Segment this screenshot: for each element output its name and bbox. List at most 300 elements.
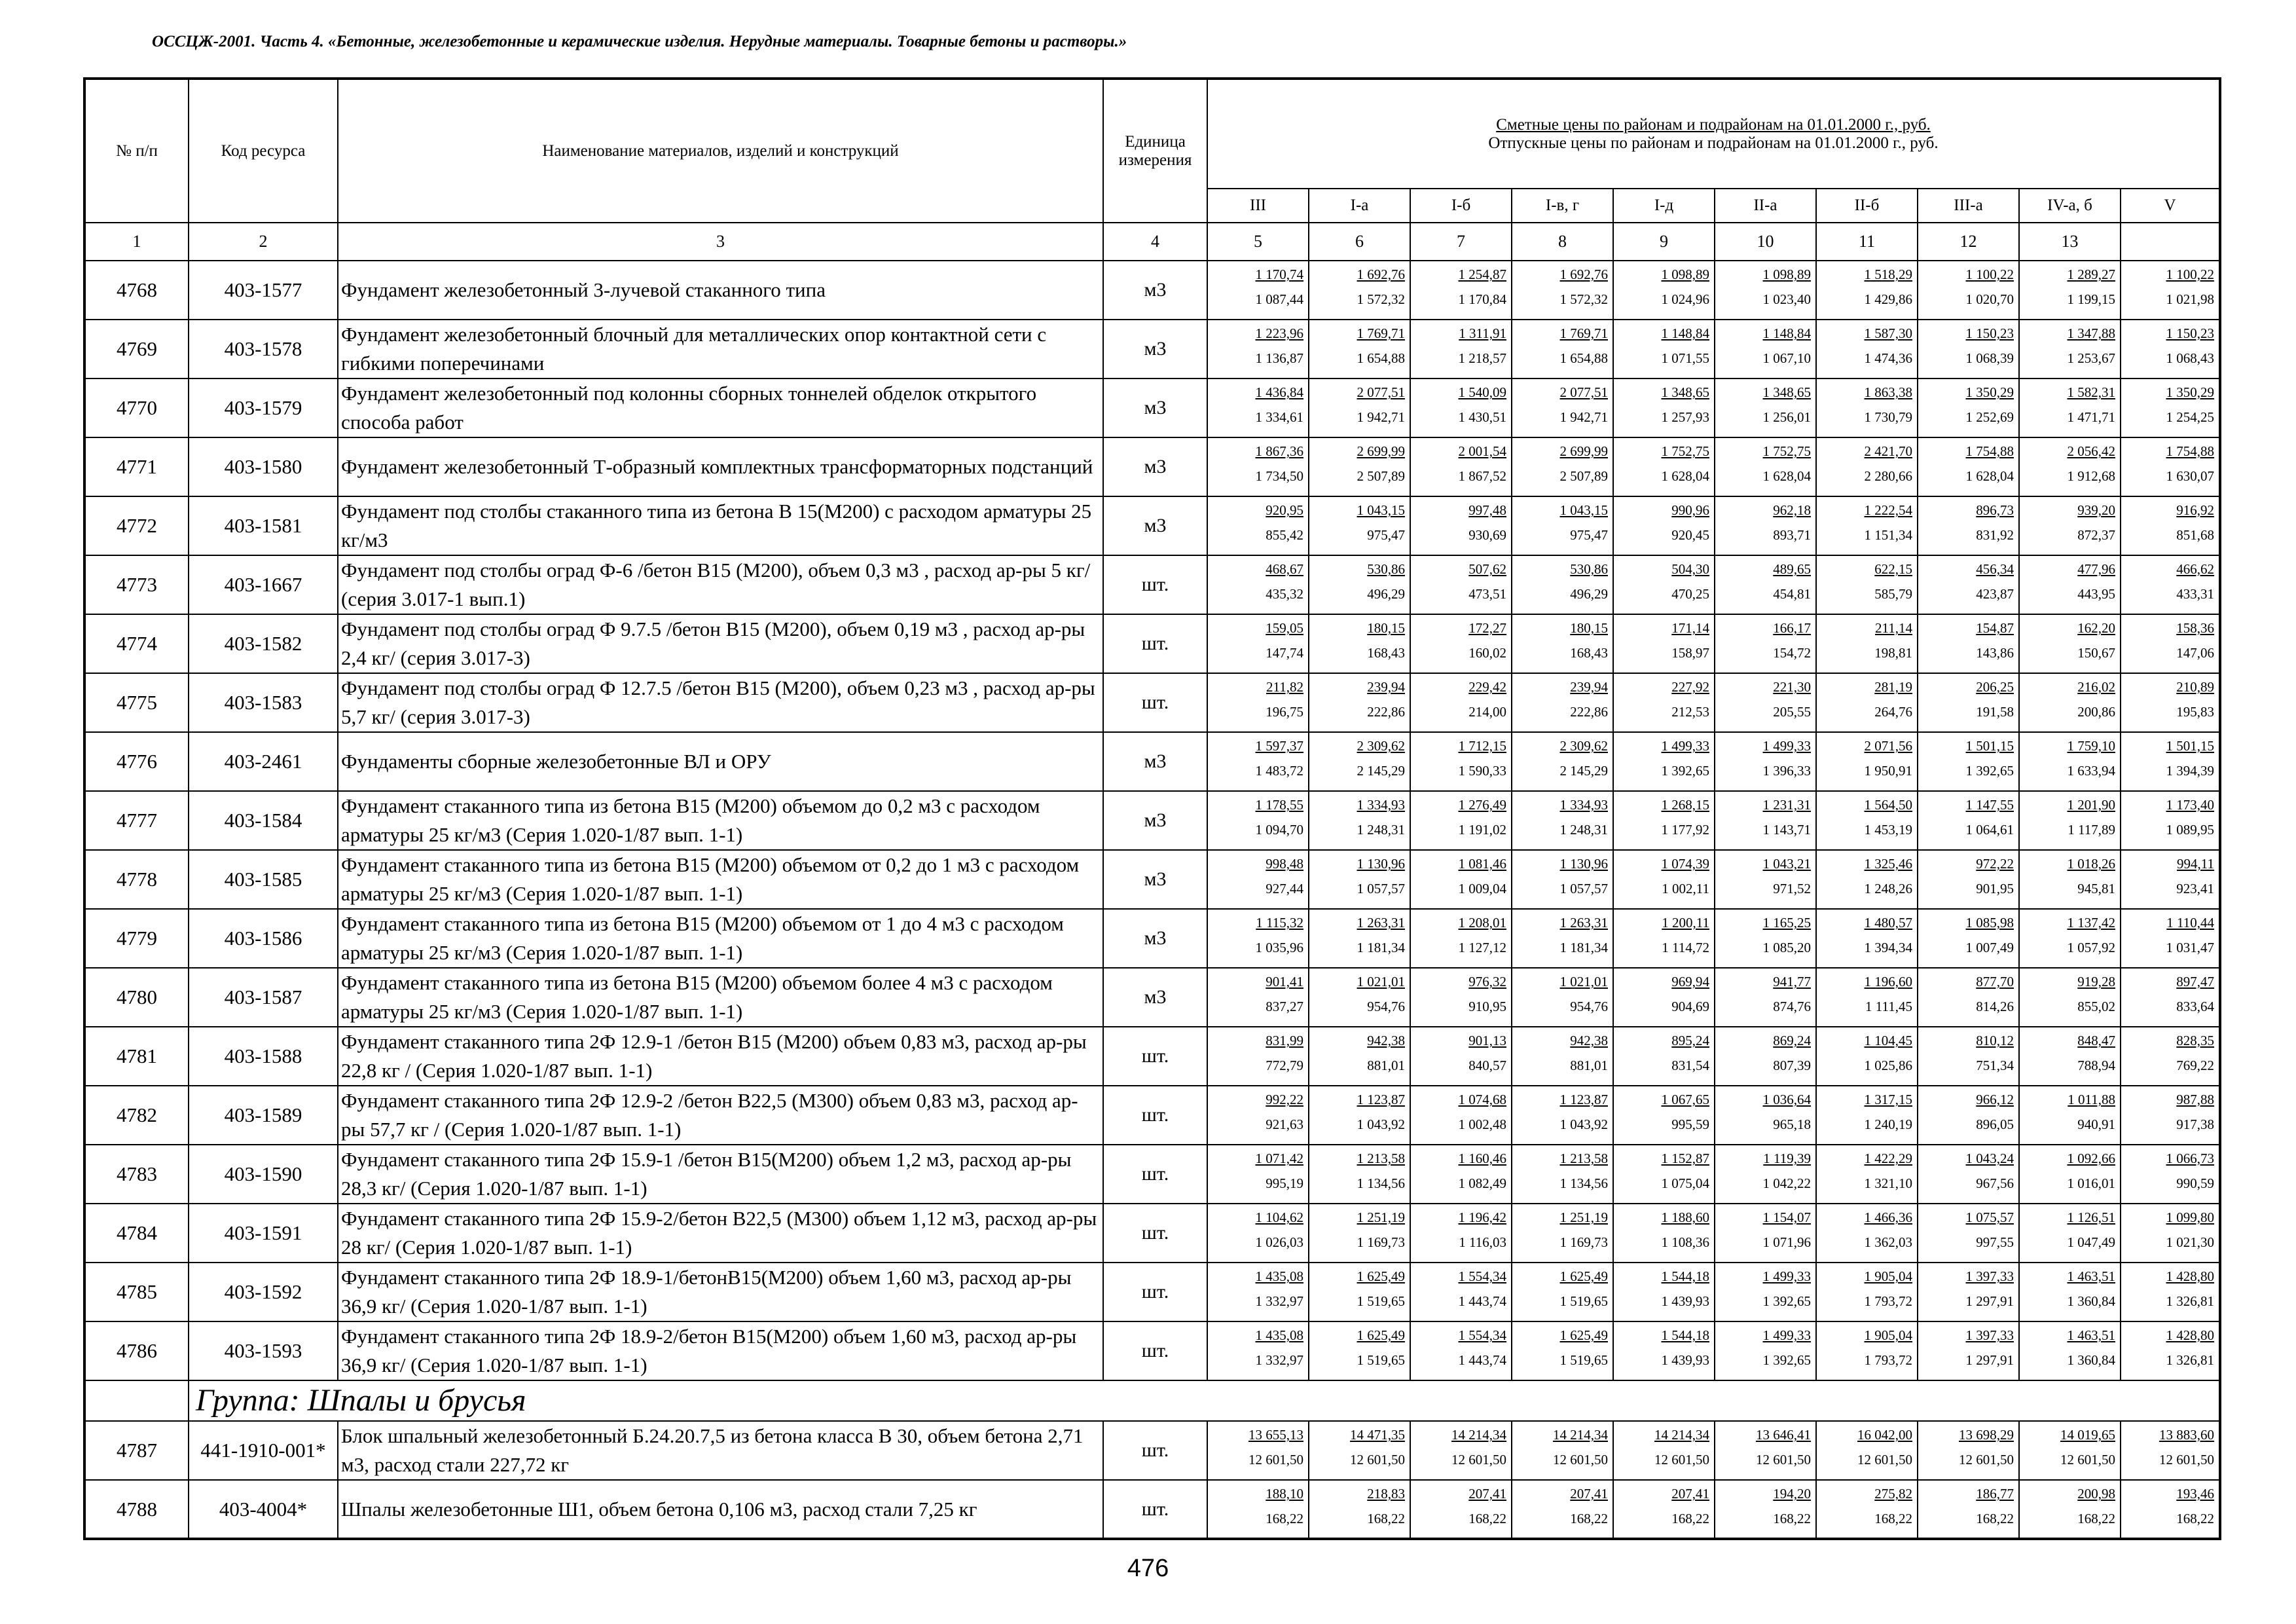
otpusknaya-price: 1 572,32 [1559, 291, 1608, 307]
table-row [84, 732, 2220, 791]
otpusknaya-price: 1 443,74 [1458, 1352, 1506, 1368]
otpusknaya-price: 1 633,94 [2067, 763, 2115, 779]
unit-of-measure: шт. [1103, 1321, 1207, 1380]
otpusknaya-price: 1 392,65 [1661, 763, 1709, 779]
smetnaya-price: 1 071,42 [1255, 1151, 1303, 1166]
price-cell [2121, 732, 2220, 791]
price-cell [1410, 496, 1512, 555]
price-cell [1613, 437, 1715, 496]
price-cell [1410, 1145, 1512, 1204]
smetnaya-price: 1 463,51 [2067, 1268, 2115, 1284]
otpusknaya-price: 995,19 [1266, 1175, 1303, 1191]
otpusknaya-price: 196,75 [1266, 704, 1303, 720]
price-cell [2019, 614, 2121, 673]
smetnaya-price: 1 422,29 [1864, 1151, 1912, 1166]
smetnaya-price: 1 752,75 [1661, 443, 1709, 459]
otpusknaya-price: 12 601,50 [1553, 1452, 1608, 1467]
smetnaya-price: 1 712,15 [1458, 738, 1506, 754]
resource-code: 403-4004* [189, 1480, 338, 1539]
smetnaya-price: 1 165,25 [1762, 915, 1811, 931]
price-cell [1816, 732, 1918, 791]
smetnaya-price: 942,38 [1367, 1033, 1405, 1048]
smetnaya-price: 172,27 [1468, 620, 1506, 636]
otpusknaya-price: 831,54 [1671, 1058, 1709, 1073]
smetnaya-price: 1 501,15 [2166, 738, 2215, 754]
smetnaya-price: 1 104,45 [1864, 1033, 1912, 1048]
price-cell [2019, 1145, 2121, 1204]
smetnaya-price: 1 018,26 [2067, 856, 2115, 872]
row-number: 4779 [84, 909, 189, 968]
otpusknaya-price: 168,22 [2176, 1511, 2215, 1526]
smetnaya-price: 1 085,98 [1965, 915, 2014, 931]
header-region: I-б [1410, 189, 1512, 223]
document-header: ОССЦЖ-2001. Часть 4. «Бетонные, железобетонные и керамические изделия. Нерудные материалы. Товарные бетоны и растворы.» [152, 33, 1127, 50]
price-cell [2121, 1321, 2220, 1380]
price-cell [1309, 496, 1410, 555]
column-number: 3 [338, 223, 1103, 261]
price-cell [1715, 1145, 1816, 1204]
otpusknaya-price: 222,86 [1570, 704, 1608, 720]
otpusknaya-price: 1 071,96 [1762, 1234, 1811, 1250]
smetnaya-price: 1 147,55 [1965, 797, 2014, 813]
smetnaya-price: 1 501,15 [1965, 738, 2014, 754]
item-name: Фундамент стаканного типа 2Ф 15.9-2/бетон В22,5 (М300) объем 1,12 м3, расход ар-ры 28 кг/ (Серия 1.020-1/87 вып. 1-1) [338, 1204, 1103, 1263]
otpusknaya-price: 855,42 [1266, 527, 1303, 543]
smetnaya-price: 920,95 [1266, 502, 1303, 518]
otpusknaya-price: 1 087,44 [1255, 291, 1303, 307]
price-cell [1207, 1086, 1309, 1145]
smetnaya-price: 1 311,91 [1459, 325, 1506, 341]
item-name: Фундамент железобетонный Т-образный комплектных трансформаторных подстанций [338, 437, 1103, 496]
otpusknaya-price: 1 394,39 [2166, 763, 2215, 779]
otpusknaya-price: 198,81 [1874, 645, 1912, 661]
header-unit: Единица измерения [1103, 79, 1207, 223]
page-number: 476 [1127, 1555, 1169, 1582]
otpusknaya-price: 921,63 [1266, 1116, 1303, 1132]
otpusknaya-price: 1 730,79 [1864, 409, 1912, 425]
smetnaya-price: 877,70 [1976, 974, 2014, 989]
smetnaya-price: 477,96 [2077, 561, 2115, 577]
smetnaya-price: 1 075,57 [1965, 1209, 2014, 1225]
smetnaya-price: 193,46 [2176, 1486, 2215, 1502]
price-cell [1207, 437, 1309, 496]
smetnaya-price: 869,24 [1773, 1033, 1811, 1048]
smetnaya-price: 994,11 [2177, 856, 2215, 872]
price-cell [1512, 1086, 1613, 1145]
price-cell [2121, 320, 2220, 378]
price-cell [2019, 1421, 2121, 1480]
table-row [84, 496, 2220, 555]
price-cell [1309, 1145, 1410, 1204]
smetnaya-price: 1 587,30 [1864, 325, 1912, 341]
item-name: Фундамент под столбы оград Ф 9.7.5 /бетон В15 (М200), объем 0,19 м3 , расход ар-ры 2,4 кг/ (серия 3.017-3) [338, 614, 1103, 673]
smetnaya-price: 207,41 [1468, 1486, 1506, 1502]
smetnaya-price: 1 119,39 [1763, 1151, 1811, 1166]
otpusknaya-price: 1 240,19 [1864, 1116, 1912, 1132]
otpusknaya-price: 1 793,72 [1864, 1293, 1912, 1309]
smetnaya-price: 14 214,34 [1654, 1427, 1709, 1443]
smetnaya-price: 1 625,49 [1357, 1268, 1405, 1284]
column-number: 5 [1207, 223, 1309, 261]
otpusknaya-price: 1 025,86 [1864, 1058, 1912, 1073]
otpusknaya-price: 1 151,34 [1864, 527, 1912, 543]
otpusknaya-price: 1 094,70 [1255, 822, 1303, 838]
unit-of-measure: шт. [1103, 1204, 1207, 1263]
otpusknaya-price: 874,76 [1773, 999, 1811, 1014]
otpusknaya-price: 168,22 [1773, 1511, 1811, 1526]
price-cell [1816, 261, 1918, 320]
price-cell [1613, 673, 1715, 732]
price-cell [1512, 1421, 1613, 1480]
header-num: № п/п [84, 79, 189, 223]
otpusknaya-price: 264,76 [1874, 704, 1912, 720]
otpusknaya-price: 12 601,50 [1248, 1452, 1303, 1467]
resource-code: 403-1593 [189, 1321, 338, 1380]
unit-of-measure: шт. [1103, 1263, 1207, 1321]
smetnaya-price: 1 066,73 [2166, 1151, 2215, 1166]
smetnaya-price: 14 214,34 [1451, 1427, 1506, 1443]
price-cell [2019, 732, 2121, 791]
header-region: III [1207, 189, 1309, 223]
header-region: II-а [1715, 189, 1816, 223]
price-cell [1207, 1027, 1309, 1086]
otpusknaya-price: 1 108,36 [1661, 1234, 1709, 1250]
smetnaya-price: 939,20 [2077, 502, 2115, 518]
resource-code: 403-1590 [189, 1145, 338, 1204]
otpusknaya-price: 1 047,49 [2067, 1234, 2115, 1250]
otpusknaya-price: 195,83 [2176, 704, 2215, 720]
price-cell [1816, 555, 1918, 614]
price-cell [2019, 850, 2121, 909]
price-cell [1512, 320, 1613, 378]
price-cell [1816, 1086, 1918, 1145]
otpusknaya-price: 751,34 [1976, 1058, 2014, 1073]
price-cell [2121, 614, 2220, 673]
column-number: 2 [189, 223, 338, 261]
otpusknaya-price: 1 177,92 [1661, 822, 1709, 838]
price-cell [1918, 320, 2019, 378]
price-cell [1816, 378, 1918, 437]
otpusknaya-price: 496,29 [1570, 586, 1608, 602]
otpusknaya-price: 12 601,50 [1857, 1452, 1912, 1467]
smetnaya-price: 1 123,87 [1559, 1092, 1608, 1107]
price-cell [1613, 1086, 1715, 1145]
item-name: Шпалы железобетонные Ш1, объем бетона 0,106 м3, расход стали 7,25 кг [338, 1480, 1103, 1539]
otpusknaya-price: 1 116,03 [1459, 1234, 1506, 1250]
otpusknaya-price: 896,05 [1976, 1116, 2014, 1132]
table-row [84, 1086, 2220, 1145]
smetnaya-price: 1 554,34 [1458, 1268, 1506, 1284]
price-cell [2121, 437, 2220, 496]
smetnaya-price: 1 544,18 [1661, 1268, 1709, 1284]
smetnaya-price: 210,89 [2176, 679, 2215, 695]
smetnaya-price: 1 597,37 [1255, 738, 1303, 754]
price-cell [1613, 1204, 1715, 1263]
price-cell [1512, 261, 1613, 320]
otpusknaya-price: 1 043,92 [1357, 1116, 1405, 1132]
column-number: 4 [1103, 223, 1207, 261]
smetnaya-price: 206,25 [1976, 679, 2014, 695]
otpusknaya-price: 1 394,34 [1864, 940, 1912, 955]
smetnaya-price: 1 148,84 [1661, 325, 1709, 341]
price-cell [1816, 1321, 1918, 1380]
smetnaya-price: 998,48 [1266, 856, 1303, 872]
price-cell [1715, 614, 1816, 673]
smetnaya-price: 969,94 [1671, 974, 1709, 989]
smetnaya-price: 941,77 [1773, 974, 1811, 989]
price-cell [1410, 320, 1512, 378]
smetnaya-price: 1 098,89 [1661, 267, 1709, 282]
price-cell [2019, 791, 2121, 850]
smetnaya-price: 1 499,33 [1762, 1268, 1811, 1284]
smetnaya-price: 186,77 [1976, 1486, 2014, 1502]
smetnaya-price: 507,62 [1468, 561, 1506, 577]
smetnaya-price: 1 499,33 [1762, 1327, 1811, 1343]
item-name: Фундамент стаканного типа из бетона В15 (М200) объемом более 4 м3 с расходом арматуры 25 кг/м3 (Серия 1.020-1/87 вып. 1-1) [338, 968, 1103, 1027]
unit-of-measure: м3 [1103, 261, 1207, 320]
price-cell [1309, 437, 1410, 496]
smetnaya-price: 1 263,31 [1559, 915, 1608, 931]
price-cell [2019, 673, 2121, 732]
smetnaya-price: 2 071,56 [1864, 738, 1912, 754]
price-cell [1207, 261, 1309, 320]
price-cell [1207, 1145, 1309, 1204]
price-cell [1309, 1321, 1410, 1380]
price-cell [1512, 1204, 1613, 1263]
smetnaya-price: 1 092,66 [2067, 1151, 2115, 1166]
otpusknaya-price: 12 601,50 [1350, 1452, 1405, 1467]
smetnaya-price: 1 554,34 [1458, 1327, 1506, 1343]
otpusknaya-price: 154,72 [1773, 645, 1811, 661]
smetnaya-price: 504,30 [1671, 561, 1709, 577]
column-number: 10 [1715, 223, 1816, 261]
price-cell [1715, 261, 1816, 320]
otpusknaya-price: 1 439,93 [1661, 1293, 1709, 1309]
table-row [84, 791, 2220, 850]
otpusknaya-price: 975,47 [1570, 527, 1608, 543]
price-cell [1309, 1263, 1410, 1321]
otpusknaya-price: 585,79 [1874, 586, 1912, 602]
otpusknaya-price: 1 297,91 [1965, 1352, 2014, 1368]
price-cell [1613, 555, 1715, 614]
item-name: Фундамент под столбы стаканного типа из бетона В 15(М200) с расходом арматуры 25 кг/м3 [338, 496, 1103, 555]
price-cell [2121, 496, 2220, 555]
price-cell [1816, 1421, 1918, 1480]
row-number: 4782 [84, 1086, 189, 1145]
otpusknaya-price: 168,22 [1874, 1511, 1912, 1526]
otpusknaya-price: 1 089,95 [2166, 822, 2215, 838]
otpusknaya-price: 1 002,48 [1458, 1116, 1506, 1132]
smetnaya-price: 1 043,15 [1357, 502, 1405, 518]
smetnaya-price: 1 625,49 [1559, 1327, 1608, 1343]
otpusknaya-price: 168,43 [1367, 645, 1405, 661]
price-cell [1512, 437, 1613, 496]
price-cell [1816, 968, 1918, 1027]
otpusknaya-price: 1 734,50 [1255, 468, 1303, 484]
otpusknaya-price: 1 009,04 [1458, 881, 1506, 896]
otpusknaya-price: 1 360,84 [2067, 1293, 2115, 1309]
price-cell [1816, 1204, 1918, 1263]
item-name: Фундамент железобетонный блочный для металлических опор контактной сети с гибкими поперечинами [338, 320, 1103, 378]
header-region: I-д [1613, 189, 1715, 223]
price-cell [1613, 791, 1715, 850]
otpusknaya-price: 143,86 [1976, 645, 2014, 661]
header-region: I-в, г [1512, 189, 1613, 223]
price-cell [1918, 968, 2019, 1027]
smetnaya-price: 2 309,62 [1357, 738, 1405, 754]
smetnaya-price: 1 021,01 [1559, 974, 1608, 989]
price-cell [1410, 968, 1512, 1027]
otpusknaya-price: 1 392,65 [1762, 1293, 1811, 1309]
otpusknaya-price: 1 630,07 [2166, 468, 2215, 484]
otpusknaya-price: 1 256,01 [1762, 409, 1811, 425]
resource-code: 403-1588 [189, 1027, 338, 1086]
price-cell [1715, 1321, 1816, 1380]
otpusknaya-price: 1 181,34 [1357, 940, 1405, 955]
price-cell [1715, 1204, 1816, 1263]
otpusknaya-price: 1 181,34 [1559, 940, 1608, 955]
resource-code: 403-1586 [189, 909, 338, 968]
smetnaya-price: 216,02 [2077, 679, 2115, 695]
price-cell [1512, 378, 1613, 437]
smetnaya-price: 14 019,65 [2060, 1427, 2115, 1443]
item-name: Фундамент железобетонный под колонны сборных тоннелей обделок открытого способа работ [338, 378, 1103, 437]
otpusknaya-price: 160,02 [1468, 645, 1506, 661]
otpusknaya-price: 1 429,86 [1864, 291, 1912, 307]
smetnaya-price: 158,36 [2176, 620, 2215, 636]
unit-of-measure: м3 [1103, 320, 1207, 378]
otpusknaya-price: 1 334,61 [1255, 409, 1303, 425]
otpusknaya-price: 1 793,72 [1864, 1352, 1912, 1368]
price-cell [1613, 850, 1715, 909]
price-cell [1512, 1480, 1613, 1539]
otpusknaya-price: 1 016,01 [2067, 1175, 2115, 1191]
price-cell [1207, 1263, 1309, 1321]
smetnaya-price: 1 564,50 [1864, 797, 1912, 813]
price-cell [1410, 1421, 1512, 1480]
table-row [84, 673, 2220, 732]
otpusknaya-price: 1 020,70 [1965, 291, 2014, 307]
otpusknaya-price: 1 067,10 [1762, 350, 1811, 366]
smetnaya-price: 1 100,22 [2166, 267, 2215, 282]
otpusknaya-price: 168,22 [1976, 1511, 2014, 1526]
smetnaya-price: 1 115,32 [1256, 915, 1303, 931]
smetnaya-price: 990,96 [1671, 502, 1709, 518]
item-name: Фундамент стаканного типа 2Ф 18.9-2/бетон В15(М200) объем 1,60 м3, расход ар-ры 36,9 кг/ (Серия 1.020-1/87 вып. 1-1) [338, 1321, 1103, 1380]
smetnaya-price: 211,82 [1266, 679, 1303, 695]
resource-code: 403-1589 [189, 1086, 338, 1145]
otpusknaya-price: 769,22 [2176, 1058, 2215, 1073]
price-cell [2019, 968, 2121, 1027]
otpusknaya-price: 2 145,29 [1559, 763, 1608, 779]
smetnaya-price: 239,94 [1367, 679, 1405, 695]
otpusknaya-price: 214,00 [1468, 704, 1506, 720]
price-cell [1512, 732, 1613, 791]
otpusknaya-price: 12 601,50 [1654, 1452, 1709, 1467]
smetnaya-price: 1 021,01 [1357, 974, 1405, 989]
price-cell [1613, 1027, 1715, 1086]
column-number: 9 [1613, 223, 1715, 261]
otpusknaya-price: 168,22 [1570, 1511, 1608, 1526]
item-name: Фундаменты сборные железобетонные ВЛ и ОРУ [338, 732, 1103, 791]
otpusknaya-price: 1 064,61 [1965, 822, 2014, 838]
otpusknaya-price: 1 031,47 [2166, 940, 2215, 955]
smetnaya-price: 992,22 [1266, 1092, 1303, 1107]
otpusknaya-price: 435,32 [1266, 586, 1303, 602]
otpusknaya-price: 1 483,72 [1255, 763, 1303, 779]
price-cell [1816, 1480, 1918, 1539]
otpusknaya-price: 788,94 [2077, 1058, 2115, 1073]
otpusknaya-price: 920,45 [1671, 527, 1709, 543]
table-row [84, 1027, 2220, 1086]
smetnaya-price: 1 178,55 [1255, 797, 1303, 813]
table-row [84, 968, 2220, 1027]
price-cell [1613, 496, 1715, 555]
price-cell [1207, 909, 1309, 968]
resource-code: 403-1592 [189, 1263, 338, 1321]
smetnaya-price: 275,82 [1874, 1486, 1912, 1502]
row-number: 4778 [84, 850, 189, 909]
price-cell [1207, 320, 1309, 378]
smetnaya-price: 1 148,84 [1762, 325, 1811, 341]
price-cell [1512, 1321, 1613, 1380]
price-cell [1918, 555, 2019, 614]
otpusknaya-price: 904,69 [1671, 999, 1709, 1014]
otpusknaya-price: 1 392,65 [1762, 1352, 1811, 1368]
price-cell [1410, 909, 1512, 968]
price-cell [1207, 1204, 1309, 1263]
otpusknaya-price: 837,27 [1266, 999, 1303, 1014]
price-cell [1715, 850, 1816, 909]
smetnaya-price: 207,41 [1671, 1486, 1709, 1502]
price-cell [1715, 496, 1816, 555]
price-cell [2019, 555, 2121, 614]
price-cell [1715, 791, 1816, 850]
smetnaya-price: 466,62 [2176, 561, 2215, 577]
smetnaya-price: 1 317,15 [1864, 1092, 1912, 1107]
otpusknaya-price: 967,56 [1976, 1175, 2014, 1191]
otpusknaya-price: 893,71 [1773, 527, 1811, 543]
price-cell [2121, 1263, 2220, 1321]
row-number: 4786 [84, 1321, 189, 1380]
price-cell [1715, 1086, 1816, 1145]
row-number: 4780 [84, 968, 189, 1027]
otpusknaya-price: 443,95 [2077, 586, 2115, 602]
table-row [84, 614, 2220, 673]
smetnaya-price: 281,19 [1874, 679, 1912, 695]
item-name: Фундамент стаканного типа 2Ф 12.9-1 /бетон В15 (М200) объем 0,83 м3, расход ар-ры 22,8 кг / (Серия 1.020-1/87 вып. 1-1) [338, 1027, 1103, 1086]
smetnaya-price: 171,14 [1671, 620, 1709, 636]
item-name: Фундамент стаканного типа из бетона В15 (М200) объемом до 0,2 м3 с расходом арматуры 25 кг/м3 (Серия 1.020-1/87 вып. 1-1) [338, 791, 1103, 850]
row-number: 4776 [84, 732, 189, 791]
otpusknaya-price: 1 170,84 [1458, 291, 1506, 307]
smetnaya-price: 810,12 [1976, 1033, 2014, 1048]
price-cell [2121, 1027, 2220, 1086]
otpusknaya-price: 1 248,26 [1864, 881, 1912, 896]
price-cell [1207, 850, 1309, 909]
price-cell [1309, 320, 1410, 378]
otpusknaya-price: 814,26 [1976, 999, 2014, 1014]
price-cell [1207, 673, 1309, 732]
price-cell [1207, 1480, 1309, 1539]
otpusknaya-price: 1 252,69 [1965, 409, 2014, 425]
smetnaya-price: 456,34 [1976, 561, 2014, 577]
smetnaya-price: 1 268,15 [1661, 797, 1709, 813]
price-cell [1410, 850, 1512, 909]
header-smetnye-caption: Сметные цены по районам и подрайонам на 01.01.2000 г., руб. [1496, 115, 1931, 134]
smetnaya-price: 1 081,46 [1458, 856, 1506, 872]
otpusknaya-price: 881,01 [1367, 1058, 1405, 1073]
